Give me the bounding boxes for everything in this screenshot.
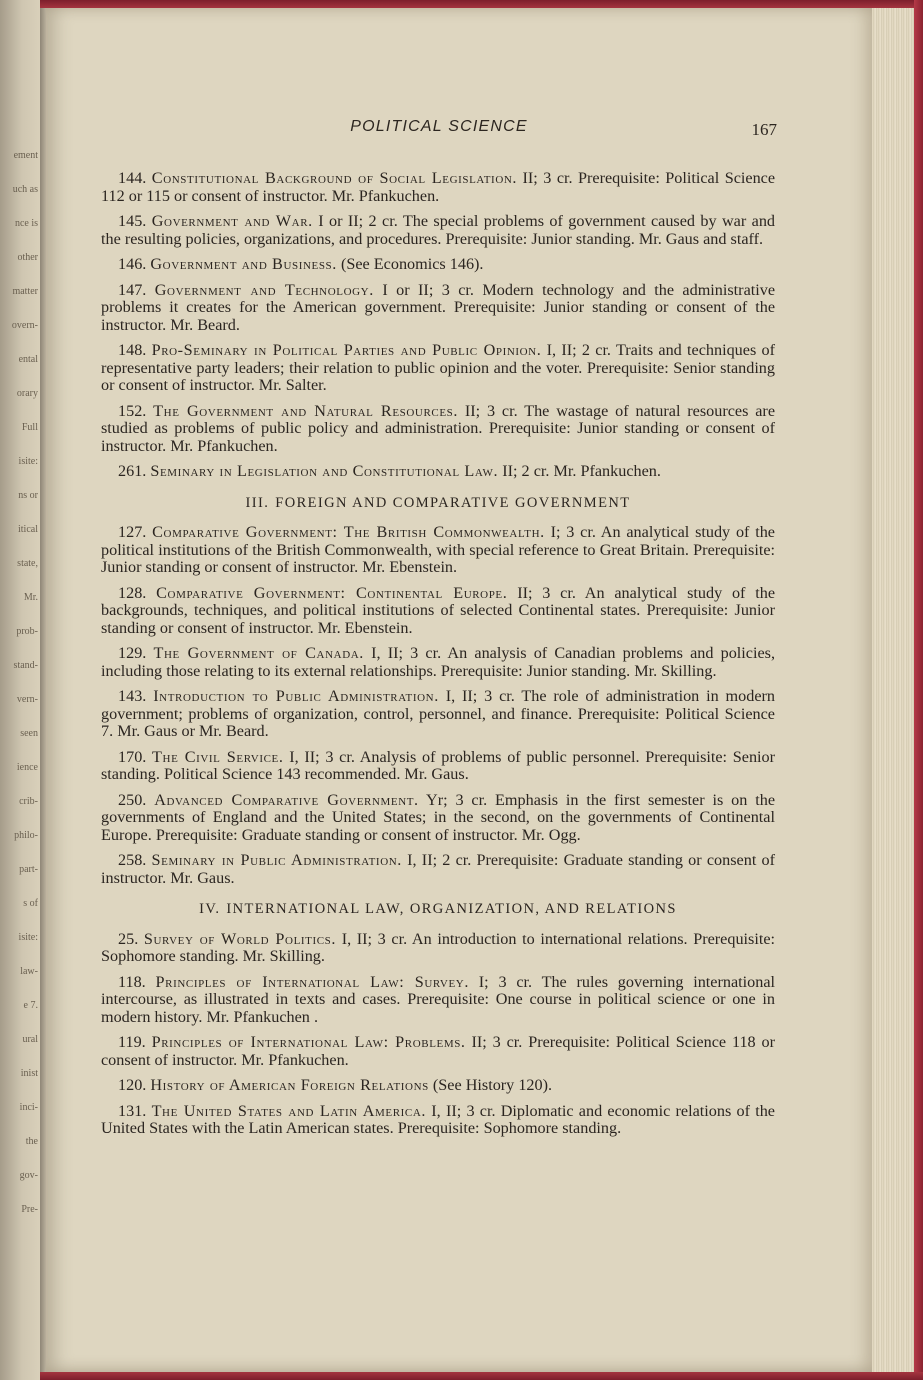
course-title: Government and War.: [151, 212, 313, 230]
facing-page-fragment: gov-: [19, 1170, 38, 1181]
course-title: Comparative Government: The British Commonwealth.: [152, 523, 545, 541]
facing-page-fragment: ement: [13, 150, 38, 161]
course-number: 127.: [118, 523, 147, 541]
course-description: I, II; 3 cr. Analysis of problems of public personnel. Prerequisite: Senior standing. Political Science 143 recommended. Mr. Gaus.: [101, 747, 776, 783]
course-number: 144.: [118, 169, 147, 187]
course-title: Principles of International Law: Problems.: [151, 1033, 466, 1051]
course-description: (See Economics 146).: [340, 255, 484, 273]
course-entry: [101, 256, 775, 274]
facing-page-fragment: ience: [16, 762, 38, 773]
course-description: I; 3 cr. The rules governing international intercourse, as illustrated in texts and cases. Prerequisite: One course in political science or one in modern history. Mr. Pfankuchen .: [101, 972, 776, 1026]
course-title: The United States and Latin America.: [151, 1101, 427, 1120]
running-head: POLITICAL SCIENCE: [350, 118, 528, 135]
course-entry: [101, 524, 775, 577]
facing-page-fragment: crib-: [19, 796, 38, 807]
facing-page-fragment: isite:: [18, 932, 38, 943]
course-entry: [101, 463, 775, 481]
course-listing: [101, 170, 775, 1146]
course-entry: [101, 1077, 775, 1095]
course-description: II; 3 cr. Prerequisite: Political Science 112 or 115 or consent of instructor. Mr. Pfankuchen.: [101, 169, 776, 205]
course-entry: [101, 974, 775, 1027]
course-title: Constitutional Background of Social Legislation.: [151, 169, 518, 187]
course-description: II; 3 cr. Prerequisite: Political Science 118 or consent of instructor. Mr. Pfankuchen.: [101, 1033, 776, 1069]
facing-page-fragment: ural: [22, 1034, 38, 1045]
course-number: 250.: [118, 790, 147, 809]
course-entry: [101, 403, 775, 456]
facing-page-fragment: ental: [18, 354, 38, 365]
facing-page-fragment: Full: [21, 422, 38, 433]
facing-page-fragment: uch as: [12, 184, 38, 195]
course-description: I or II; 3 cr. Modern technology and the administrative problems it creates for the American government. Prerequisite: Junior standing or consent of the instructor. Mr. Beard.: [101, 280, 776, 334]
page-number: 167: [751, 120, 777, 139]
facing-page-fragment: the: [25, 1136, 38, 1147]
facing-page-fragment: philo-: [14, 830, 38, 841]
course-entry: [101, 852, 775, 887]
course-title: The Civil Service.: [152, 747, 284, 766]
section-heading: [101, 495, 775, 513]
facing-page-fragment: part-: [19, 864, 38, 875]
course-title: Principles of International Law: Survey.: [155, 972, 469, 991]
course-description: I, II; 2 cr. Prerequisite: Graduate standing or consent of instructor. Mr. Gaus.: [101, 851, 776, 887]
course-entry: [101, 1034, 775, 1069]
course-description: II; 3 cr. The wastage of natural resources are studied as problems of public policy and administration. Prerequisite: Junior standing or consent of instructor. Mr. Pfankuchen.: [101, 401, 776, 455]
course-number: 143.: [118, 687, 147, 705]
section-title: INTERNATIONAL LAW, ORGANIZATION, AND RELATIONS: [226, 901, 677, 917]
course-entry: [101, 792, 775, 845]
course-number: 118.: [118, 972, 146, 991]
course-number: 146.: [118, 255, 147, 273]
course-entry: [101, 931, 775, 966]
course-description: I, II; 3 cr. The role of administration in modern government; problems of organization, control, personnel, and finance. Prerequisite: Political Science 7. Mr. Gaus or Mr. Beard.: [101, 687, 776, 740]
course-entry: [101, 585, 775, 638]
course-description: I, II; 2 cr. Traits and techniques of representative party leaders; their relation to public opinion and the voter. Prerequisite: Senior standing or consent of instructor. Mr. Salter.: [101, 341, 776, 394]
facing-page-fragment: s of: [23, 898, 38, 909]
course-title: Introduction to Public Administration.: [153, 687, 439, 705]
facing-page-fragment: inist: [20, 1068, 38, 1079]
course-title: Pro-Seminary in Political Parties and Public Opinion.: [151, 341, 542, 359]
course-title: The Government of Canada.: [153, 644, 364, 662]
facing-page-fragment: nce is: [14, 218, 38, 229]
course-number: 129.: [118, 644, 147, 662]
course-entry: [101, 749, 775, 784]
facing-page-fragment: law-: [20, 966, 38, 977]
course-title: Government and Business.: [150, 255, 337, 273]
course-number: 261.: [118, 462, 147, 480]
course-title: Survey of World Politics.: [143, 929, 337, 948]
course-entry: [101, 342, 775, 395]
course-entry: [101, 213, 775, 248]
course-entry: [101, 688, 775, 741]
course-title: Comparative Government: Continental Europe.: [156, 583, 508, 602]
course-entry: [101, 645, 775, 680]
course-number: 145.: [118, 212, 147, 230]
course-number: 25.: [118, 929, 139, 948]
course-number: 170.: [118, 747, 147, 766]
facing-page-fragment: seen: [20, 728, 38, 739]
binding-top: [40, 0, 923, 8]
facing-page-fragment: e 7.: [23, 1000, 38, 1011]
binding-right: [914, 0, 923, 1380]
facing-page-fragment: isite:: [18, 456, 38, 467]
course-number: 258.: [118, 851, 147, 869]
course-description: I, II; 3 cr. An introduction to international relations. Prerequisite: Sophomore standing. Mr. Skilling.: [101, 929, 776, 965]
facing-page-fragment: other: [17, 252, 38, 263]
page-header: [101, 118, 777, 142]
course-entry: [101, 1103, 775, 1138]
course-entry: [101, 282, 775, 335]
course-number: 128.: [118, 583, 147, 602]
course-number: 147.: [118, 280, 147, 299]
course-description: I, II; 3 cr. Diplomatic and economic relations of the United States with the Latin American states. Prerequisite: Sophomore standing.: [101, 1101, 775, 1137]
facing-page-fragment: overn-: [11, 320, 38, 331]
facing-page-fragment: ns or: [18, 490, 38, 501]
course-title: History of American Foreign Relations: [150, 1076, 429, 1094]
facing-page-fragment: orary: [16, 388, 38, 399]
facing-page-edge: [0, 0, 40, 1380]
course-description: (See History 120).: [432, 1076, 553, 1094]
course-description: I; 3 cr. An analytical study of the political institutions of the British Commonwealth, with special reference to Great Britain. Prerequisite: Junior standing or consent of instructor. Mr. Ebenstein.: [101, 523, 775, 576]
course-number: 119.: [118, 1033, 146, 1051]
facing-page-fragment: vern-: [16, 694, 38, 705]
facing-page-fragment: matter: [12, 286, 38, 297]
course-title: Advanced Comparative Government.: [154, 790, 419, 809]
section-title: FOREIGN AND COMPARATIVE GOVERNMENT: [275, 494, 631, 511]
section-number: III.: [245, 494, 270, 511]
binding-bottom: [40, 1372, 923, 1380]
course-description: II; 2 cr. Mr. Pfankuchen.: [502, 462, 661, 480]
facing-page-fragment: Pre-: [21, 1204, 38, 1215]
course-description: I, II; 3 cr. An analysis of Canadian problems and policies, including those relating to its external relationships. Prerequisite: Junior standing. Mr. Skilling.: [101, 644, 776, 680]
course-number: 152.: [118, 401, 147, 420]
course-description: I or II; 2 cr. The special problems of government caused by war and the resulting policies, organizations, and procedures. Prerequisite: Junior standing. Mr. Gaus and staff.: [101, 212, 776, 248]
course-description: Yr; 3 cr. Emphasis in the first semester is on the governments of England and the United States; in the second, on the governments of Continental Europe. Prerequisite: Graduate standing or consent of instructor. Mr. Ogg.: [101, 790, 776, 844]
course-title: Seminary in Public Administration.: [151, 851, 402, 869]
section-number: IV.: [199, 901, 221, 917]
facing-page-fragment: inci-: [19, 1102, 38, 1113]
section-heading: [101, 901, 775, 919]
course-number: 120.: [118, 1076, 147, 1094]
course-title: The Government and Natural Resources.: [153, 401, 459, 420]
course-number: 131.: [118, 1101, 147, 1120]
facing-page-fragment: prob-: [16, 626, 38, 637]
course-title: Government and Technology.: [154, 280, 374, 299]
course-description: II; 3 cr. An analytical study of the backgrounds, techniques, and political institutions of selected Continental states. Prerequisite: Junior standing or consent of instructor. Mr. Ebenstein.: [101, 583, 776, 637]
facing-page-fragment: state,: [17, 558, 38, 569]
facing-page-fragment: stand-: [13, 660, 38, 671]
course-title: Seminary in Legislation and Constitutional Law.: [150, 462, 499, 480]
course-number: 148.: [118, 341, 147, 359]
facing-page-fragment: Mr.: [23, 592, 38, 603]
facing-page-fragment: itical: [18, 524, 38, 535]
course-entry: [101, 170, 775, 205]
